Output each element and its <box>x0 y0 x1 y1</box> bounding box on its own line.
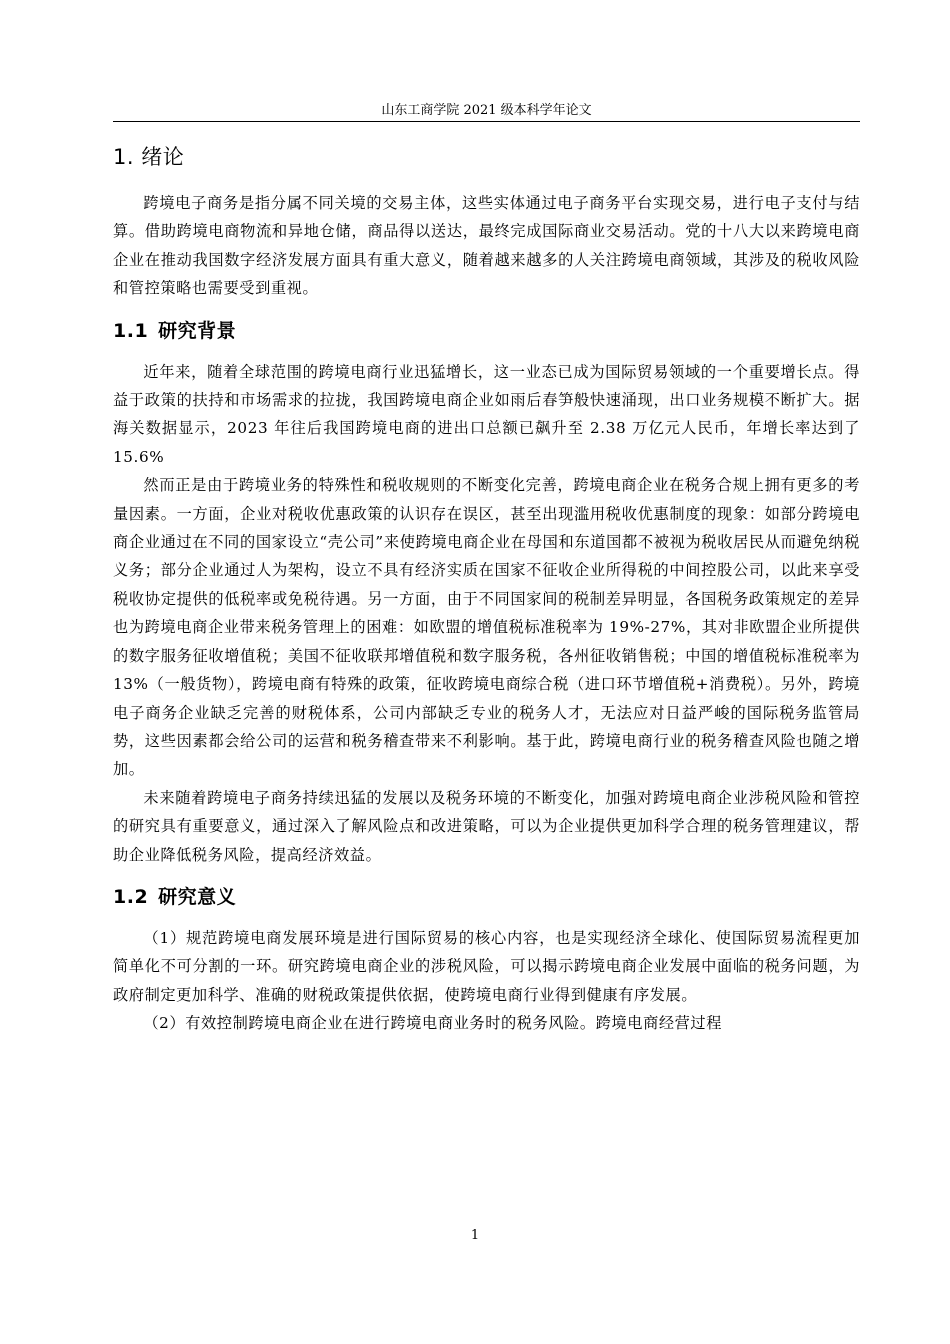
section-heading-1-2 <box>113 884 860 910</box>
section-number: 1.2 <box>113 885 149 908</box>
chapter-intro-paragraph: 跨境电子商务是指分属不同关境的交易主体，这些实体通过电子商务平台实现交易，进行电子支付与结算。借助跨境电商物流和异地仓储，商品得以送达，最终完成国际商业交易活动。党的十八大以来跨境电商企业在推动我国数字经济发展方面具有重大意义，随着越来越多的人关注跨境电商领域，其涉及的税收风险和管控策略也需要受到重视。 <box>113 194 860 298</box>
header-divider <box>113 121 860 122</box>
section-title: 研究背景 <box>158 319 237 342</box>
section-number: 1.1 <box>113 319 149 342</box>
section-title: 研究意义 <box>158 885 237 908</box>
body-paragraph: （2）有效控制跨境电商企业在进行跨境电商业务时的税务风险。跨境电商经营过程 <box>143 1014 723 1033</box>
page-number: 1 <box>470 1228 480 1243</box>
page-content <box>113 142 860 1038</box>
running-header: 山东工商学院 2021 级本科学年论文 <box>381 103 592 118</box>
chapter-heading: 1. 绪论 <box>113 145 185 169</box>
section-heading-1-1 <box>113 318 860 344</box>
body-paragraph: （1）规范跨境电商发展环境是进行国际贸易的核心内容，也是实现经济全球化、使国际贸易流程更加简单化不可分割的一环。研究跨境电商企业的涉税风险，可以揭示跨境电商企业发展中面临的税务问题，为政府制定更加科学、准确的财税政策提供依据，使跨境电商行业得到健康有序发展。 <box>113 928 860 1004</box>
body-paragraph: 未来随着跨境电子商务持续迅猛的发展以及税务环境的不断变化，加强对跨境电商企业涉税风险和管控的研究具有重要意义，通过深入了解风险点和改进策略，可以为企业提供更加科学合理的税务管理建议，帮助企业降低税务风险，提高经济效益。 <box>113 788 860 864</box>
body-paragraph: 然而正是由于跨境业务的特殊性和税收规则的不断变化完善，跨境电商企业在税务合规上拥有更多的考量因素。一方面，企业对税收优惠政策的认识存在误区，甚至出现滥用税收优惠制度的现象：如部分跨境电商企业通过在不同的国家设立“壳公司”来使跨境电商企业在母国和东道国都不被视为税收居民从而避免纳税义务；部分企业通过人为架构，设立不具有经济实质在国家不征收企业所得税的中间控股公司，以此来享受税收协定提供的低税率或免税待遇。另一方面，由于不同国家间的税制差异明显，各国税务政策规定的差异也为跨境电商企业带来税务管理上的困难：如欧盟的增值税标准税率为 19%-27%，其对非欧盟企业所提供的数字服务征收增值税；美国不征收联邦增值税和数字服务税，各州征收销售税；中国的增值税标准税率为 13%（一般货物），跨境电商有特殊的政策，征收跨境电商综合税（进口环节增值税+消费税）。另外，跨境电子商务企业缺乏完善的财税体系，公司内部缺乏专业的税务人才，无法应对日益严峻的国际税务监管局势，这些因素都会给公司的运营和税务稽查带来不利影响。基于此，跨境电商行业的税务稽查风险也随之增加。 <box>113 476 860 779</box>
body-paragraph: 近年来，随着全球范围的跨境电商行业迅猛增长，这一业态已成为国际贸易领域的一个重要增长点。得益于政策的扶持和市场需求的拉拢，我国跨境电商企业如雨后春笋般快速涌现，出口业务规模不断扩大。据海关数据显示，2023 年往后我国跨境电商的进出口总额已飙升至 2.38 万亿元人民币，年增长率达到了 15.6% <box>113 362 860 466</box>
